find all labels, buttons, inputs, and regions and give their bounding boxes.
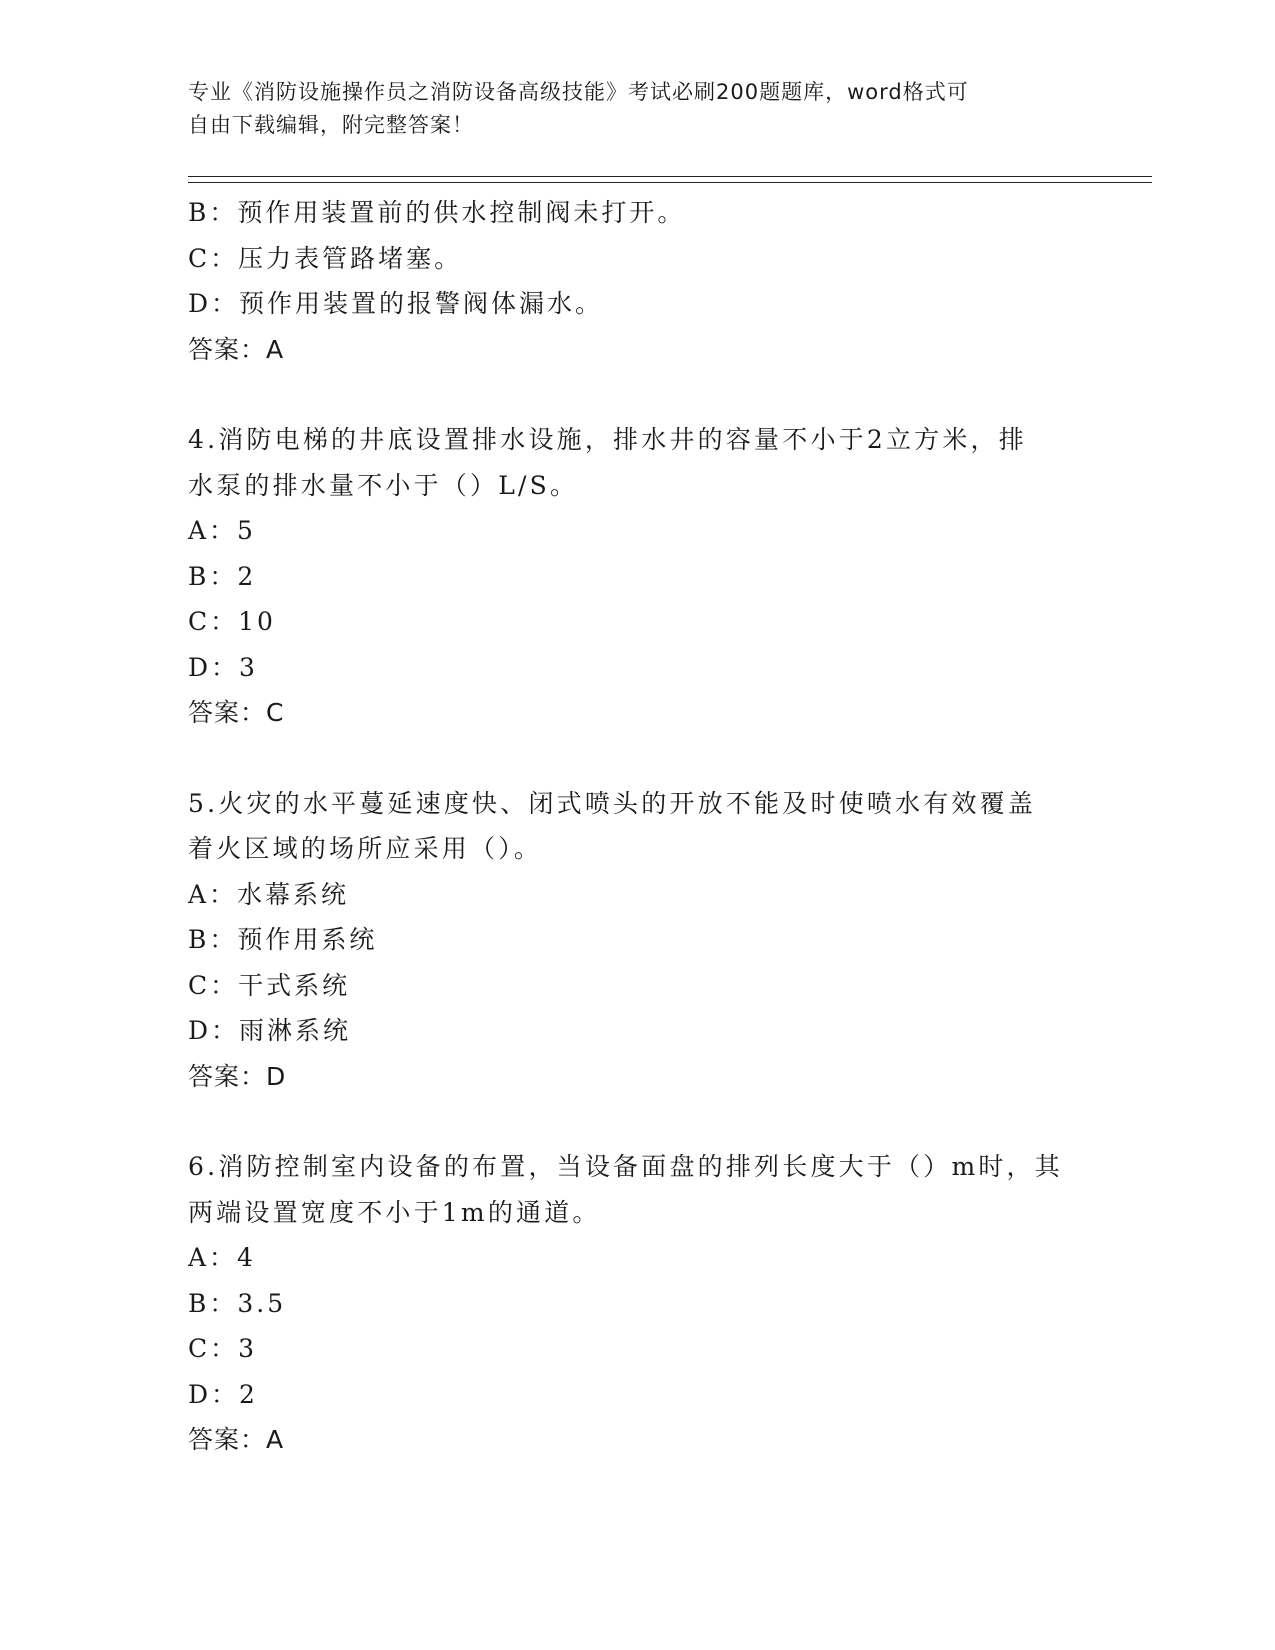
option-a: A：水幕系统: [188, 879, 350, 909]
question-stem-line-1: 6.消防控制室内设备的布置，当设备面盘的排列长度大于（）m时，其: [188, 1152, 1063, 1181]
option-b: B：预作用系统: [188, 925, 378, 954]
question-stem-line-2: 着火区域的场所应采用（）。: [188, 834, 543, 863]
question-stem-line-1: 4.消防电梯的井底设置排水设施，排水井的容量不小于2立方米，排: [188, 425, 1027, 454]
answer-line: 答案：A: [188, 334, 285, 364]
option-b: B：预作用装置前的供水控制阀未打开。: [188, 198, 686, 227]
option-c: C：10: [188, 607, 276, 636]
option-a: A：4: [188, 1243, 256, 1272]
header-line-2: 自由下载编辑，附完整答案！: [188, 113, 474, 137]
option-b: B：3.5: [188, 1288, 287, 1318]
option-c: C：干式系统: [188, 970, 351, 1000]
option-a: A：5: [188, 516, 256, 545]
header-line-1: 专业《消防设施操作员之消防设备高级技能》考试必刷200题题库，word格式可: [188, 80, 969, 104]
question-5: [188, 781, 1088, 1100]
option-d: D：预作用装置的报警阀体漏水。: [188, 289, 604, 318]
question-stem-line-1: 5.火灾的水平蔓延速度快、闭式喷头的开放不能及时使喷水有效覆盖: [188, 788, 1037, 818]
question-6: [188, 1144, 1088, 1463]
document-header: [188, 76, 1068, 142]
option-b: B：2: [188, 561, 257, 591]
question-stem-line-2: 水泵的排水量不小于（）L/S。: [188, 470, 579, 500]
question-4: [188, 417, 1088, 736]
header-divider-top: [188, 176, 1152, 177]
header-divider-bottom: [188, 182, 1152, 183]
question-content: [188, 190, 1088, 1463]
option-d: D：2: [188, 1379, 258, 1409]
option-d: D：3: [188, 652, 258, 682]
answer-line: 答案：D: [188, 1061, 287, 1091]
option-d: D：雨淋系统: [188, 1016, 352, 1045]
answer-line: 答案：A: [188, 1425, 285, 1454]
option-c: C：压力表管路堵塞。: [188, 243, 463, 273]
question-partial: [188, 190, 1088, 372]
answer-line: 答案：C: [188, 698, 285, 727]
option-c: C：3: [188, 1334, 258, 1363]
question-stem-line-2: 两端设置宽度不小于1m的通道。: [188, 1197, 601, 1227]
